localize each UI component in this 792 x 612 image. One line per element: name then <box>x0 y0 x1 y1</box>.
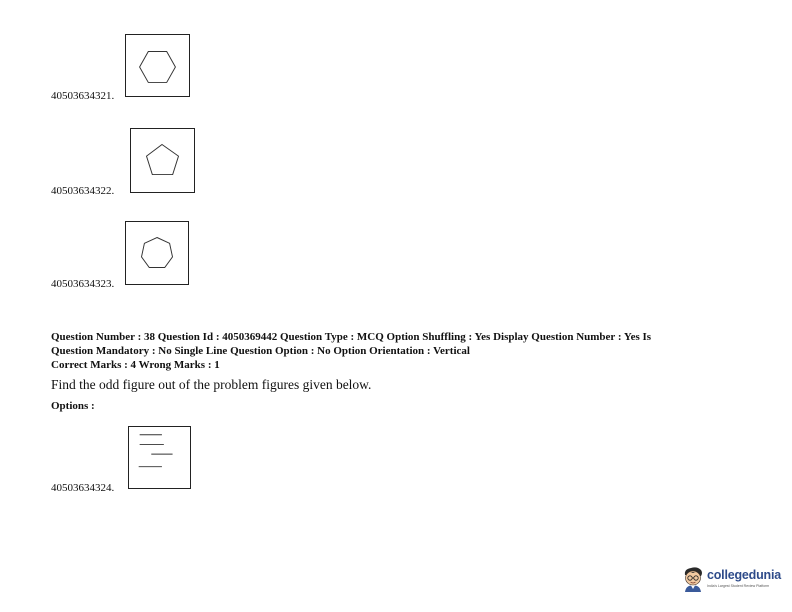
brand-tagline: India's Largest Student Review Platform <box>707 584 770 588</box>
brand-logo <box>681 566 781 594</box>
metadata-line-2: Question Mandatory : No Single Line Question Option : No Option Orientation : Vertical <box>51 345 470 357</box>
heptagon-icon <box>126 222 188 284</box>
option-id-2[interactable]: 40503634322. <box>51 185 115 197</box>
option-figure-heptagon <box>125 221 189 285</box>
option-id-4[interactable]: 40503634324. <box>51 482 115 494</box>
option-id-3[interactable]: 40503634323. <box>51 278 115 290</box>
options-heading: Options : <box>51 400 95 412</box>
student-avatar-icon <box>681 566 705 592</box>
option-figure-hexagon <box>125 34 190 97</box>
option-figure-lines <box>128 426 191 489</box>
question-metadata <box>51 330 751 372</box>
lines-figure-icon <box>129 427 190 488</box>
pentagon-icon <box>131 129 194 192</box>
metadata-line-1: Question Number : 38 Question Id : 4050369442 Question Type : MCQ Option Shuffling : Yes Display Question Number : Yes Is <box>51 331 652 343</box>
brand-name: collegedunia <box>707 568 782 582</box>
metadata-line-3: Correct Marks : 4 Wrong Marks : 1 <box>51 359 220 371</box>
question-text: Find the odd figure out of the problem figures given below. <box>51 377 372 392</box>
hexagon-icon <box>126 35 189 96</box>
option-id-1[interactable]: 40503634321. <box>51 90 115 102</box>
option-figure-pentagon <box>130 128 195 193</box>
